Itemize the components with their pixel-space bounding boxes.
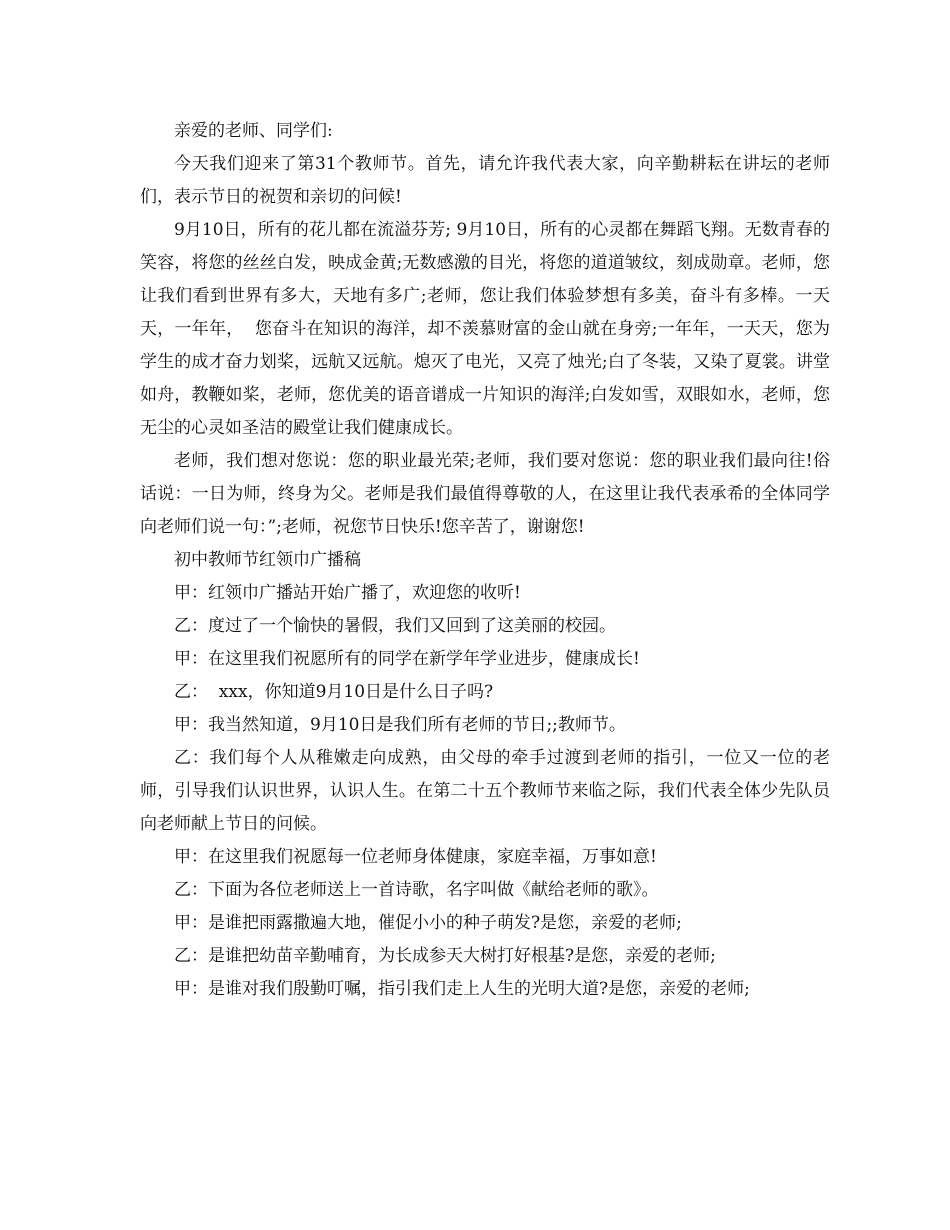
dialogue-line: 乙：是谁把幼苗辛勤哺育，为长成参天大树打好根基?是您，亲爱的老师;: [174, 946, 716, 966]
dialogue-line: 甲：在这里我们祝愿所有的同学在新学年学业进步，健康成长!: [174, 649, 640, 669]
dialogue-line: 甲：是谁对我们殷勤叮嘱，指引我们走上人生的光明大道?是您，亲爱的老师;: [174, 979, 750, 999]
dialogue-line: 乙： xxx，你知道9月10日是什么日子吗?: [174, 682, 494, 702]
paragraph-sept-10: 9月10日，所有的花儿都在流溢芬芳; 9月10日，所有的心灵都在舞蹈飞翔。无数青春的笑容，将您的丝丝白发，映成金黄;无数感激的目光，将您的道道皱纹，刻成勋章。老师，您让我们看到世界有多大，天地有多广;老师，您让我们体验梦想有多美，奋斗有多棒。一天天，一年年， 您奋斗在知识的海洋，却不羡慕财富的金山就在身旁;一年年，一天天，您为学生的成才奋力划桨，远航又远航。熄灭了电光，又亮了烛光;白了冬装，又染了夏裳。讲堂如舟，教鞭如桨，老师，您优美的语音谱成一片知识的海洋;白发如雪，双眼如水，老师，您无尘的心灵如圣洁的殿堂让我们健康成长。: [140, 220, 830, 438]
section-title: 初中教师节红领巾广播稿: [174, 550, 361, 570]
dialogue-line: 甲：是谁把雨露撒遍大地，催促小小的种子萌发?是您，亲爱的老师;: [174, 913, 682, 933]
dialogue-line: 甲：在这里我们祝愿每一位老师身体健康，家庭幸福，万事如意!: [174, 847, 657, 867]
paragraph-teacher-message: 老师，我们想对您说：您的职业最光荣;老师，我们要对您说：您的职业我们最向往!俗话说：一日为师，终身为父。老师是我们最值得尊敬的人，在这里让我代表承希的全体同学向老师们说一句：”;老师，祝您节日快乐!您辛苦了，谢谢您!: [140, 451, 830, 537]
dialogue-line: 乙：我们每个人从稚嫩走向成熟，由父母的牵手过渡到老师的指引，一位又一位的老师，引导我们认识世界，认识人生。在第二十五个教师节来临之际，我们代表全体少先队员向老师献上节日的问候。: [140, 748, 830, 834]
document-body: [140, 115, 830, 1006]
dialogue-line: 乙：下面为各位老师送上一首诗歌，名字叫做《献给老师的歌》。: [174, 880, 659, 900]
salutation: 亲爱的老师、同学们:: [174, 121, 333, 141]
paragraph-opening: 今天我们迎来了第31个教师节。首先，请允许我代表大家，向辛勤耕耘在讲坛的老师们，表示节日的祝贺和亲切的问候!: [140, 154, 830, 207]
dialogue-line: 甲：我当然知道，9月10日是我们所有老师的节日;;教师节。: [174, 715, 626, 735]
dialogue-line: 甲：红领巾广播站开始广播了，欢迎您的收听!: [174, 583, 521, 603]
dialogue-line: 乙：度过了一个愉快的暑假，我们又回到了这美丽的校园。: [174, 616, 616, 636]
